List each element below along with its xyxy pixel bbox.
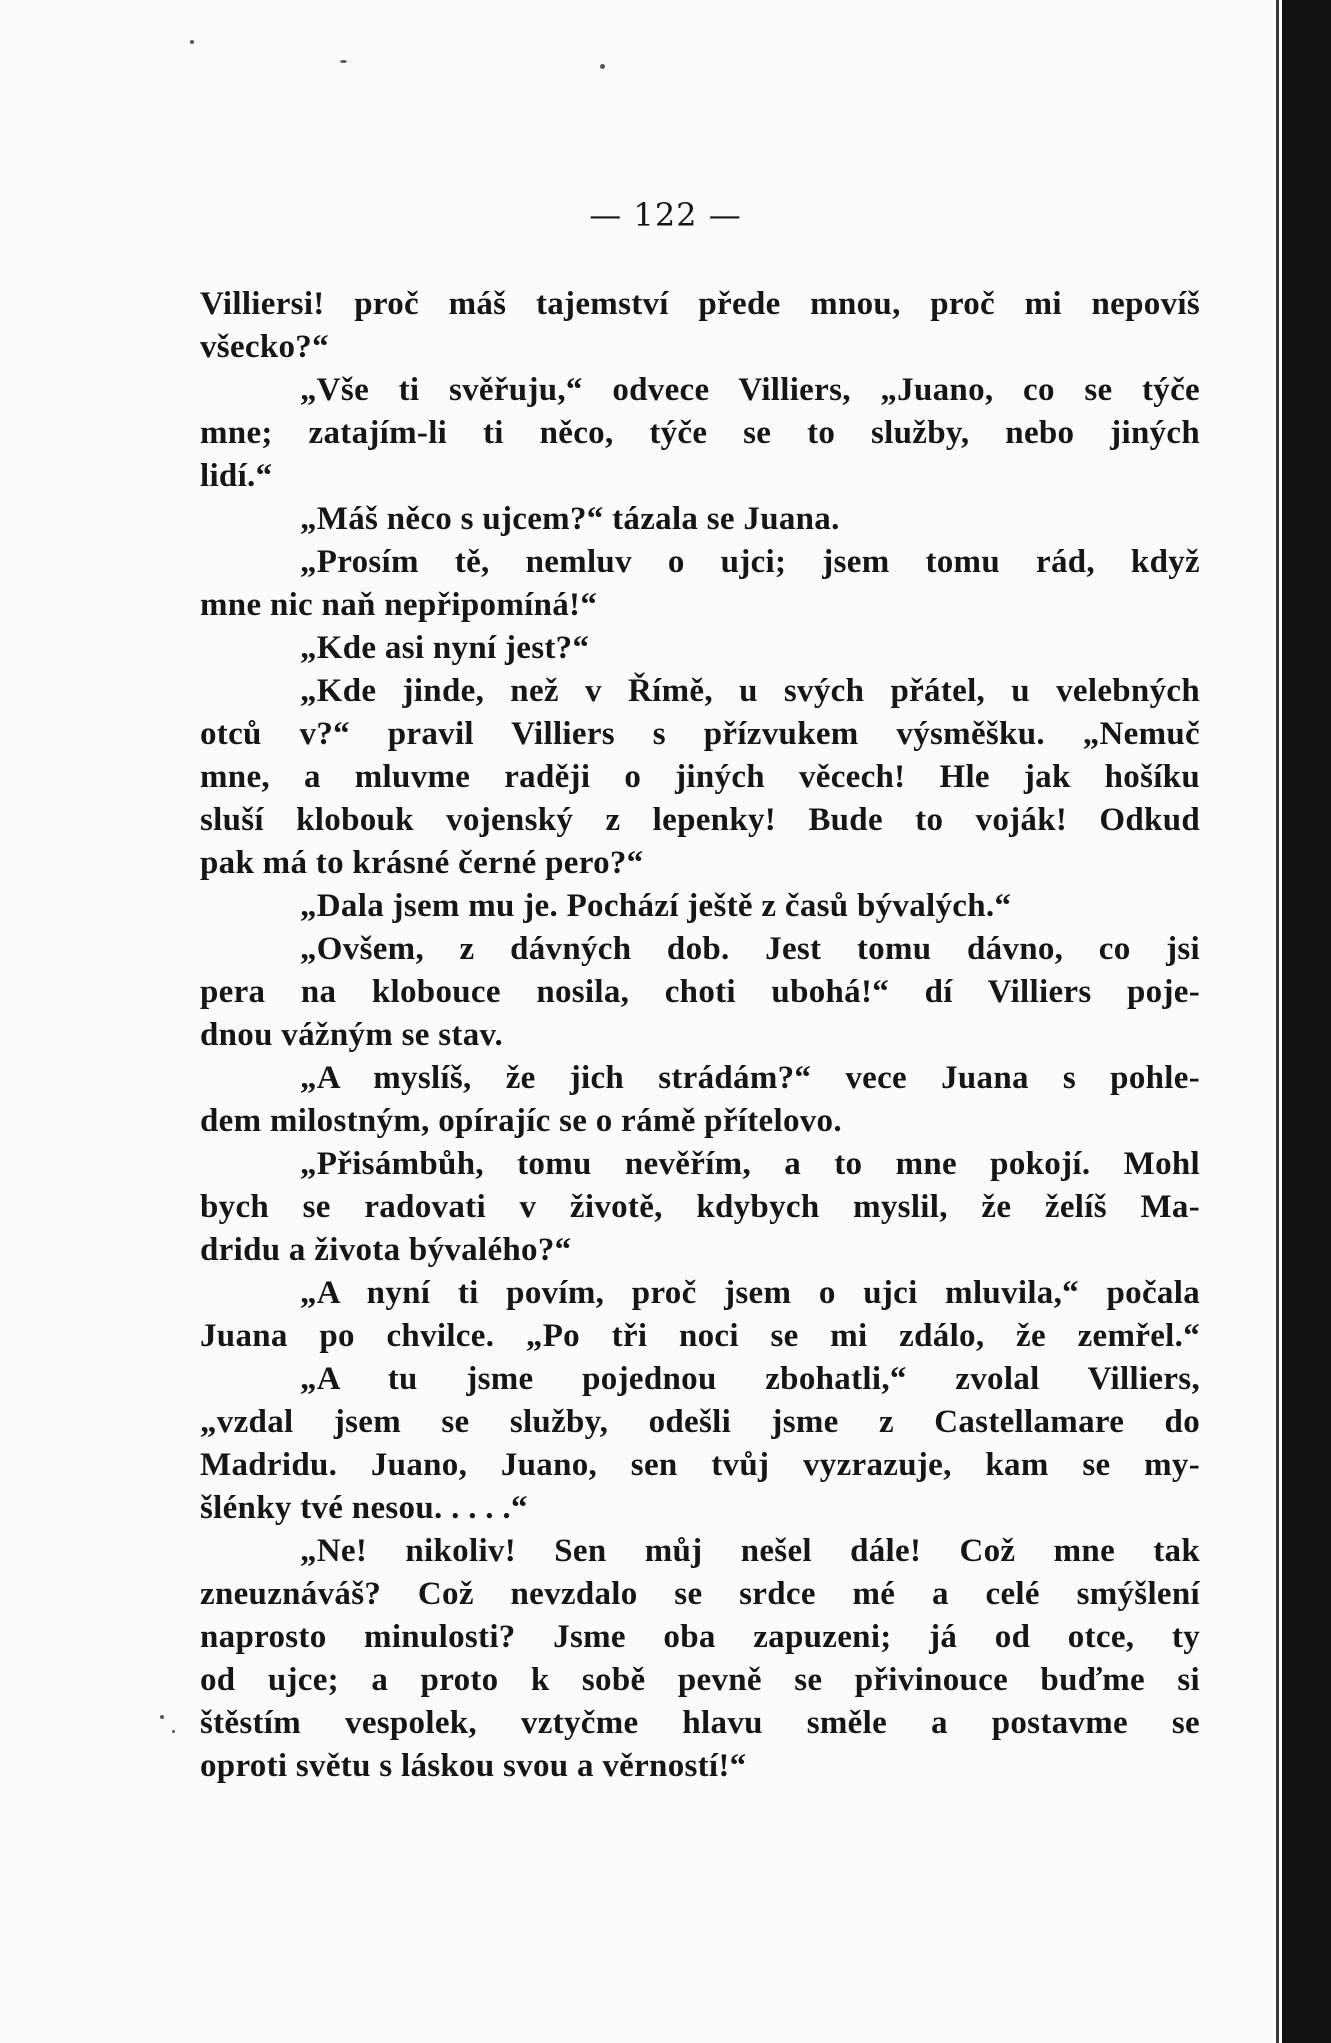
text-line: „Kde asi nyní jest?“: [300, 630, 590, 666]
text-line: „Máš něco s ujcem?“ tázala se Juana.: [300, 501, 840, 537]
text-line: „Dala jsem mu je. Pochází ještě z časů bývalých.“: [300, 888, 1012, 924]
text-line: Madridu. Juano, Juano, sen tvůj vyzrazuje, kam se my-: [200, 1447, 1200, 1483]
text-line: „A tu jsme pojednou zbohatli,“ zvolal Villiers,: [300, 1361, 1200, 1397]
text-line: oproti světu s láskou svou a věrností!“: [200, 1748, 747, 1784]
ink-speck: [172, 1730, 175, 1733]
text-line: Villiersi! proč máš tajemství přede mnou, proč mi nepovíš: [200, 286, 1200, 322]
text-line: „Ovšem, z dávných dob. Jest tomu dávno, co jsi: [300, 931, 1200, 967]
text-line: sluší klobouk vojenský z lepenky! Bude to voják! Odkud: [200, 802, 1200, 838]
text-line: bych se radovati v životě, kdybych myslil, že želíš Ma-: [200, 1189, 1200, 1225]
text-line: pera na klobouce nosila, choti ubohá!“ dí Villiers poje-: [200, 974, 1200, 1010]
text-line: pak má to krásné černé pero?“: [200, 845, 644, 881]
page-edge-line: [1276, 0, 1279, 2043]
text-line: štěstím vespolek, vztyčme hlavu směle a postavme se: [200, 1705, 1200, 1741]
ink-speck: [600, 64, 605, 69]
text-line: lidí.“: [200, 458, 273, 494]
ink-speck: [340, 60, 347, 63]
text-line: „A nyní ti povím, proč jsem o ujci mluvila,“ počala: [300, 1275, 1200, 1311]
text-line: zneuznáváš? Což nevzdalo se srdce mé a celé smýšlení: [200, 1576, 1200, 1612]
page-number: — 122 —: [589, 196, 742, 234]
text-line: všecko?“: [200, 329, 329, 365]
body-text: [200, 283, 1200, 1788]
text-line: Juana po chvilce. „Po tři noci se mi zdálo, že zemřel.“: [200, 1318, 1200, 1354]
text-line: dem milostným, opírajíc se o rámě přítelovo.: [200, 1103, 842, 1139]
text-line: „A myslíš, že jich strádám?“ vece Juana s pohle-: [300, 1060, 1200, 1096]
text-line: dridu a života bývalého?“: [200, 1232, 572, 1268]
text-line: dnou vážným se stav.: [200, 1017, 504, 1053]
text-line: šlénky tvé nesou. . . . .“: [200, 1490, 528, 1526]
text-line: „Ne! nikoliv! Sen můj nešel dále! Což mne tak: [300, 1533, 1200, 1569]
text-line: „vzdal jsem se služby, odešli jsme z Castellamare do: [200, 1404, 1200, 1440]
text-line: „Kde jinde, než v Římě, u svých přátel, u velebných: [300, 673, 1200, 709]
text-line: mne nic naň nepřipomíná!“: [200, 587, 598, 623]
text-line: mne; zatajím-li ti něco, týče se to služby, nebo jiných: [200, 415, 1200, 451]
text-line: „Vše ti svěřuju,“ odvece Villiers, „Juano, co se týče: [300, 372, 1200, 408]
ink-speck: [160, 1715, 164, 1719]
text-line: od ujce; a proto k sobě pevně se přivinouce buďme si: [200, 1662, 1200, 1698]
text-line: mne, a mluvme raději o jiných věcech! Hle jak hošíku: [200, 759, 1200, 795]
text-line: „Prosím tě, nemluv o ujci; jsem tomu rád, když: [300, 544, 1200, 580]
text-line: naprosto minulosti? Jsme oba zapuzeni; já od otce, ty: [200, 1619, 1200, 1655]
ink-speck: [190, 40, 194, 44]
page-edge-shadow: [1282, 0, 1331, 2043]
text-line: otců v?“ pravil Villiers s přízvukem výsměšku. „Nemuč: [200, 716, 1200, 752]
text-line: „Přisámbůh, tomu nevěřím, a to mne pokojí. Mohl: [300, 1146, 1200, 1182]
